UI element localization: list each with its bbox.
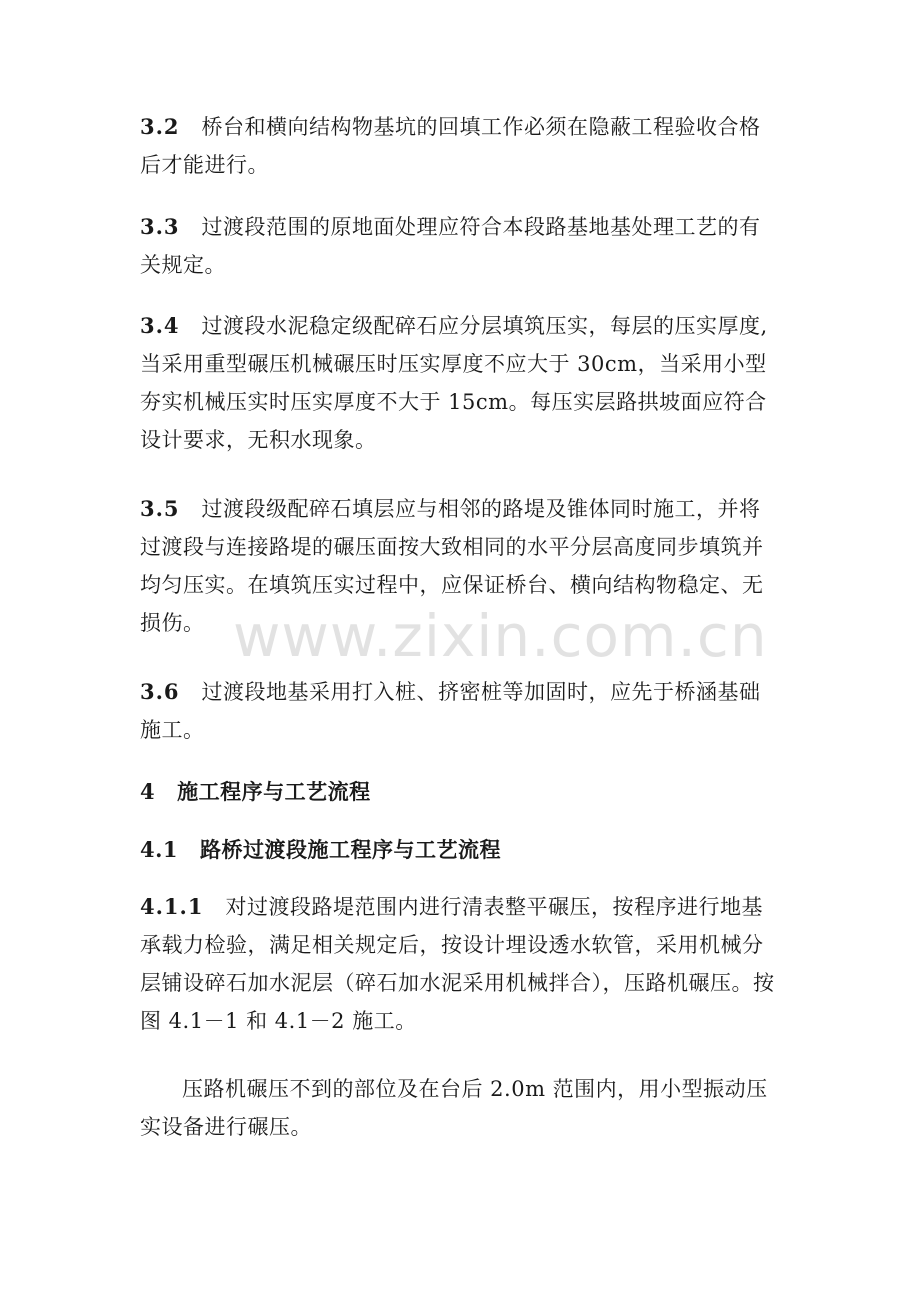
- clause-text: 对过渡段路堤范围内进行清表整平碾压，按程序进行地基承载力检验，满足相关规定后，按设计埋设透水软管，采用机械分层铺设碎石加水泥层（碎石加水泥采用机械拌合），压路机碾压。按图 4.1－1 和 4.1－2 施工。: [140, 895, 775, 1033]
- clause-3-3: [140, 208, 780, 284]
- section-heading-4: [140, 773, 780, 811]
- clause-text: 过渡段范围的原地面处理应符合本段路基地基处理工艺的有关规定。: [140, 215, 761, 277]
- clause-number: 4.1.1: [140, 894, 204, 919]
- section-title: 路桥过渡段施工程序与工艺流程: [200, 837, 502, 862]
- clause-3-6: [140, 673, 780, 749]
- section-number: 4: [140, 779, 156, 804]
- clause-text: 过渡段水泥稳定级配碎石应分层填筑压实，每层的压实厚度,当采用重型碾压机械碾压时压实厚度不应大于 30cm，当采用小型夯实机械压实时压实厚度不大于 15cm。每压实层路拱坡面应符合设计要求，无积水现象。: [140, 314, 768, 452]
- watermark: www.zixin.com.cn: [233, 602, 768, 670]
- clause-number: 3.5: [140, 496, 180, 521]
- clause-3-2: [140, 108, 780, 184]
- clause-text: 过渡段地基采用打入桩、挤密桩等加固时，应先于桥涵基础施工。: [140, 680, 761, 742]
- body-paragraph: 压路机碾压不到的部位及在台后 2.0m 范围内，用小型振动压实设备进行碾压。: [140, 1077, 768, 1139]
- section-title: 施工程序与工艺流程: [177, 779, 371, 804]
- clause-text: 过渡段级配碎石填层应与相邻的路堤及锥体同时施工，并将过渡段与连接路堤的碾压面按大致相同的水平分层高度同步填筑并均匀压实。在填筑压实过程中，应保证桥台、横向结构物稳定、无损伤。: [140, 497, 764, 635]
- clause-number: 3.6: [140, 679, 180, 704]
- clause-4-1-1: [140, 888, 780, 1040]
- clause-3-4: [140, 307, 780, 459]
- clause-number: 3.2: [140, 114, 180, 139]
- section-heading-4-1: [140, 831, 780, 869]
- section-number: 4.1: [140, 837, 179, 862]
- clause-number: 3.3: [140, 214, 180, 239]
- clause-number: 3.4: [140, 313, 180, 338]
- clause-text: 桥台和横向结构物基坑的回填工作必须在隐蔽工程验收合格后才能进行。: [140, 115, 761, 177]
